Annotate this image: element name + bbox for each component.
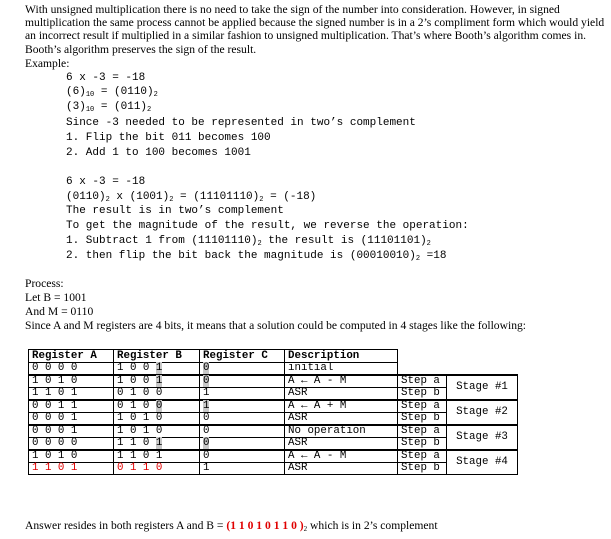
- header-description: Description: [285, 350, 398, 363]
- b-bits: 1 0 0: [117, 375, 156, 387]
- cell-register-a: 1 1 0 1: [29, 388, 114, 401]
- since-line: Since A and M registers are 4 bits, it means that a solution could be computed in 4 stages like the following:: [25, 319, 527, 332]
- base-subscript: 2: [415, 255, 421, 263]
- header-register-c: Register C: [200, 350, 285, 363]
- base-subscript: 2: [259, 196, 264, 204]
- cell-description: ASR: [285, 388, 398, 401]
- cell-register-a: 0 0 0 1: [29, 413, 114, 426]
- table-row-stage-3-b: [29, 438, 518, 451]
- b-bits: 0 1 1 0: [117, 462, 163, 474]
- cell-description: A ← A - M: [285, 375, 398, 388]
- cell-register-b: [114, 363, 200, 376]
- example-1-line-1: 6 x -3 = -18: [66, 72, 146, 84]
- base-subscript: 2: [257, 240, 262, 248]
- cell-step: Step a: [398, 375, 447, 388]
- b-bits: 1 0 0: [117, 362, 156, 374]
- cell-register-c: 1: [200, 388, 285, 401]
- cell-register-c: [200, 438, 285, 451]
- answer-line: [25, 519, 438, 533]
- cell-register-b: [114, 438, 200, 451]
- example-2-line-4: To get the magnitude of the result, we reverse the operation:: [66, 220, 469, 232]
- process-label: Process:: [25, 277, 64, 290]
- three-decimal: (3): [66, 101, 86, 113]
- cell-register-b: [114, 388, 200, 401]
- magnitude-value: =18: [420, 250, 447, 262]
- example-1-line-6: 2. Add 1 to 100 becomes 1001: [66, 147, 251, 159]
- example-1-line-5: 1. Flip the bit 011 becomes 100: [66, 132, 271, 144]
- b-lsb-highlight: 1: [155, 375, 163, 387]
- c-highlight: 0: [203, 375, 210, 387]
- cell-register-b: [114, 425, 200, 438]
- table-row-stage-1-a: [29, 375, 518, 388]
- cell-register-c: 0: [200, 450, 285, 463]
- let-b-line: Let B = 1001: [25, 291, 87, 304]
- cell-register-a: 0 0 1 1: [29, 400, 114, 413]
- table-row-stage-2-b: [29, 413, 518, 426]
- cell-register-b: [114, 413, 200, 426]
- answer-value: (1 1 0 1 0 1 1 0 ): [226, 519, 304, 532]
- cell-register-c: 0: [200, 413, 285, 426]
- example-1-line-3: [66, 101, 151, 114]
- table-row-initial: [29, 363, 518, 376]
- cell-description: A ← A - M: [285, 450, 398, 463]
- table-row-stage-4-b: [29, 463, 518, 475]
- base-subscript: 10: [85, 91, 95, 99]
- cell-step: Step b: [398, 438, 447, 451]
- cell-stage-label: Stage #4: [447, 450, 518, 475]
- b-bits: 1 0 1 0: [117, 412, 163, 424]
- b-bits: 0 1 0: [117, 400, 156, 412]
- base-subscript: 10: [85, 106, 95, 114]
- cell-register-b-result: [114, 463, 200, 475]
- cell-register-c: [200, 400, 285, 413]
- cell-description: A ← A + M: [285, 400, 398, 413]
- cell-description: ASR: [285, 413, 398, 426]
- c-highlight: 1: [203, 400, 210, 412]
- cell-description: ASR: [285, 438, 398, 451]
- cell-stage-label: Stage #1: [447, 375, 518, 400]
- cell-step: Step b: [398, 388, 447, 401]
- example-2-line-5: [66, 235, 431, 248]
- c-highlight: 0: [203, 362, 210, 374]
- cell-register-a: 1 0 1 0: [29, 450, 114, 463]
- cell-stage-label: Stage #2: [447, 400, 518, 425]
- cell-description: initial: [285, 363, 398, 376]
- example-2-line-6: [66, 250, 446, 263]
- table-row-stage-2-a: [29, 400, 518, 413]
- cell-step: Step a: [398, 425, 447, 438]
- cell-register-b: [114, 450, 200, 463]
- cell-register-c: 0: [200, 425, 285, 438]
- example-label: Example:: [25, 57, 70, 70]
- three-binary: = (011): [94, 101, 148, 113]
- cell-register-a: 1 0 1 0: [29, 375, 114, 388]
- cell-register-c: 1: [200, 463, 285, 475]
- table-row-stage-3-a: [29, 425, 518, 438]
- b-lsb-highlight: 1: [155, 362, 163, 374]
- cell-register-b: [114, 375, 200, 388]
- cell-step: Step b: [398, 463, 447, 475]
- b-bits: 0 1 0 0: [117, 387, 163, 399]
- answer-prefix: Answer resides in both registers A and B =: [25, 519, 227, 532]
- example-2-line-1: 6 x -3 = -18: [66, 176, 146, 188]
- cell-stage-label: Stage #3: [447, 425, 518, 450]
- cell-description: ASR: [285, 463, 398, 475]
- cell-register-b: [114, 400, 200, 413]
- and-m-line: And M = 0110: [25, 305, 94, 318]
- booth-register-table: [28, 349, 518, 475]
- cell-register-c: [200, 375, 285, 388]
- header-register-b: Register B: [114, 350, 200, 363]
- subtract-step: 1. Subtract 1 from (11101110): [66, 235, 258, 247]
- header-register-a: Register A: [29, 350, 114, 363]
- six-decimal: (6): [66, 86, 86, 98]
- example-2-line-3: The result is in two’s complement: [66, 205, 284, 217]
- answer-suffix: which is in 2’s complement: [307, 519, 438, 532]
- intro-paragraph: With unsigned multiplication there is no need to take the sign of the number into consideration. However, in signed multiplication the same process cannot be applied because the signed number is in a 2’s compliment form which would yield an incorrect result if multiplied in a similar fashion to unsigned multiplication. That’s where Booth’s algorithm comes in. Booth’s algorithm preserves the sign of the result.: [25, 3, 605, 56]
- b-lsb-highlight: 0: [155, 400, 163, 412]
- cell-register-a: 0 0 0 1: [29, 425, 114, 438]
- example-1-line-4: Since -3 needed to be represented in two’s complement: [66, 117, 416, 129]
- example-2-line-2: [66, 191, 316, 204]
- base-subscript: 2: [426, 240, 431, 248]
- product: = (11101110): [173, 191, 260, 203]
- flip-step: 2. then flip the bit back the magnitude is (00010010): [66, 250, 416, 262]
- b-bits: 1 0 1 0: [117, 425, 163, 437]
- table-row-stage-1-b: [29, 388, 518, 401]
- six-binary: = (0110): [94, 86, 154, 98]
- base-subscript: 2: [105, 196, 110, 204]
- base-subscript: 2: [147, 106, 152, 114]
- operand-b: x (1001): [109, 191, 170, 203]
- b-bits: 1 1 0: [117, 437, 156, 449]
- base-subscript: 2: [153, 91, 158, 99]
- cell-step: Step b: [398, 413, 447, 426]
- cell-register-a-result: 1 1 0 1: [29, 463, 114, 475]
- product-decimal: = (-18): [263, 191, 317, 203]
- operand-a: (0110): [66, 191, 106, 203]
- example-1-line-2: [66, 86, 158, 99]
- cell-register-a: 0 0 0 0: [29, 363, 114, 376]
- cell-step: Step a: [398, 450, 447, 463]
- base-subscript: 2: [169, 196, 174, 204]
- cell-register-a: 0 0 0 0: [29, 438, 114, 451]
- answer-base-subscript: 2: [303, 525, 308, 533]
- table-header-row: [29, 350, 518, 363]
- table-row-stage-4-a: [29, 450, 518, 463]
- c-highlight: 0: [203, 437, 210, 449]
- b-lsb-highlight: 1: [155, 437, 163, 449]
- b-bits: 1 1 0 1: [117, 450, 163, 462]
- cell-step: Step a: [398, 400, 447, 413]
- cell-register-c: [200, 363, 285, 376]
- cell-description: No operation: [285, 425, 398, 438]
- subtract-result: the result is (11101101): [261, 235, 427, 247]
